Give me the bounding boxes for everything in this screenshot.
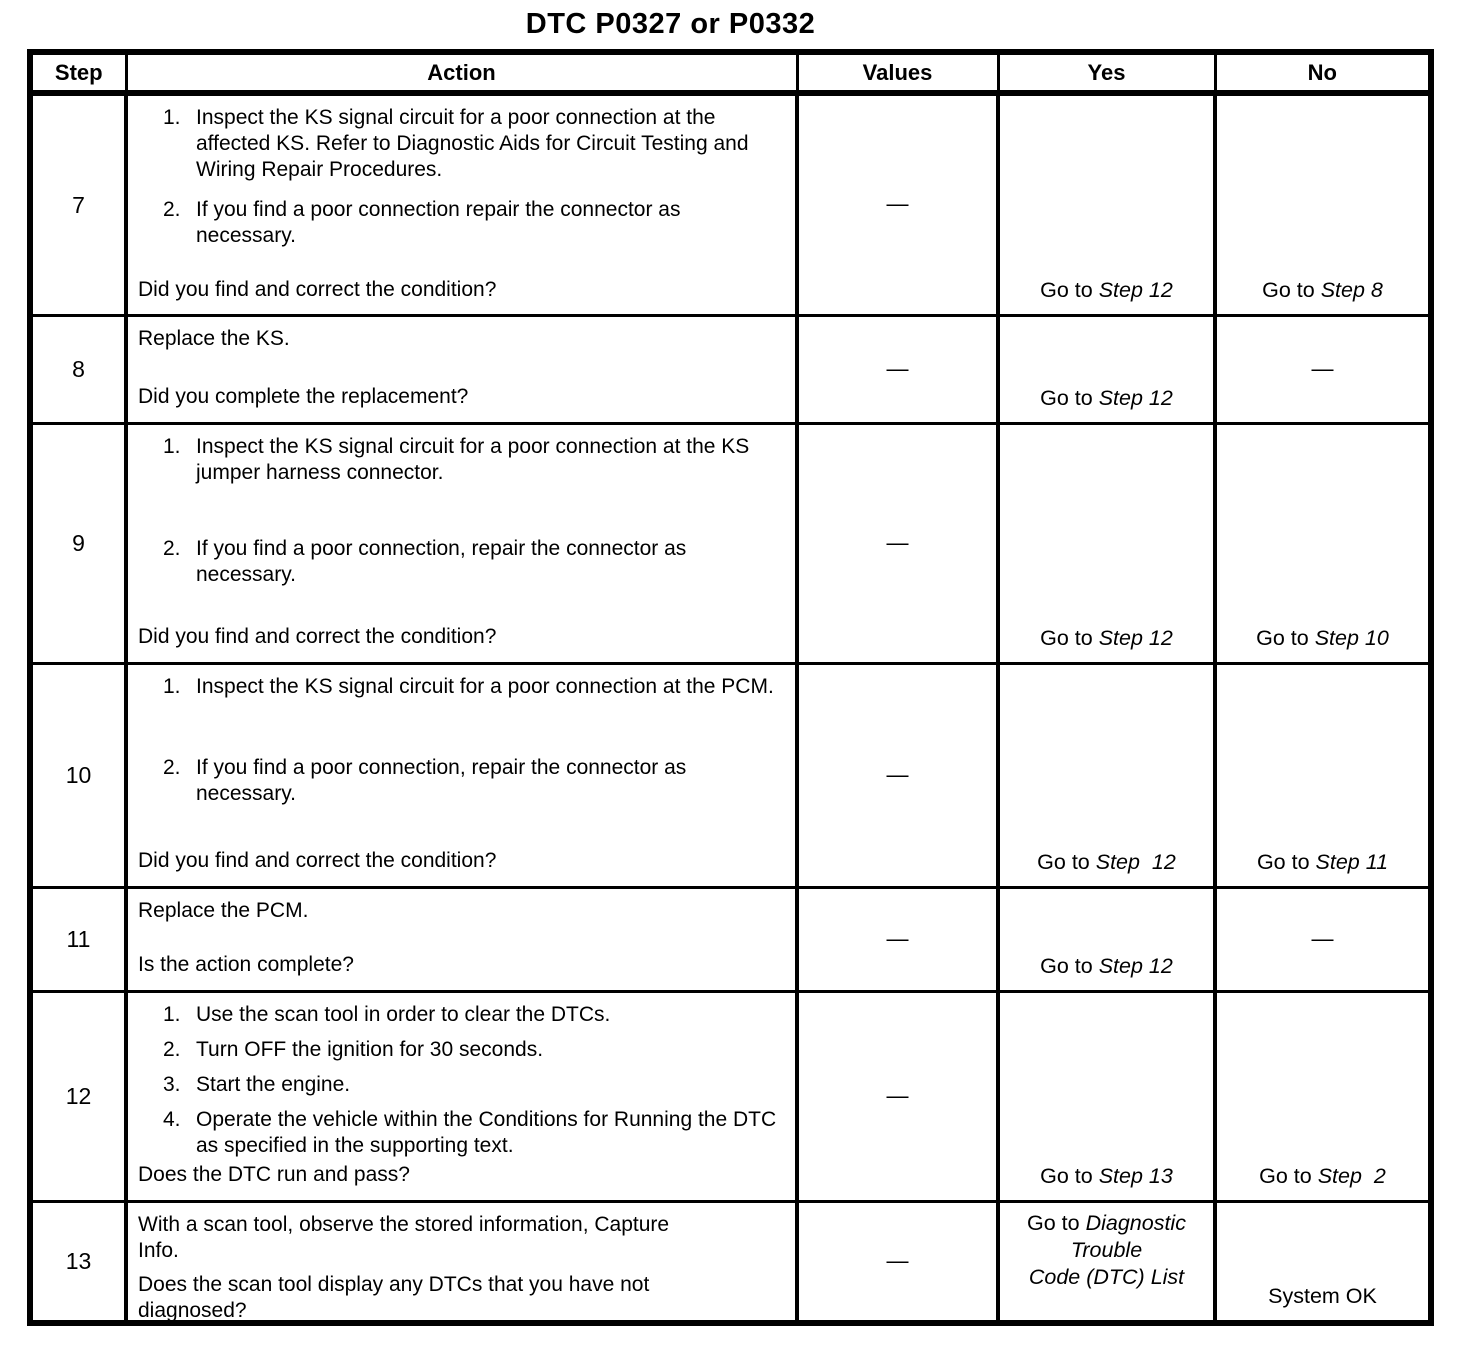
goto-text: Go to <box>1040 625 1099 650</box>
item-number: 3. <box>163 1072 181 1096</box>
em-dash: — <box>1311 926 1334 951</box>
em-dash: — <box>886 355 909 381</box>
em-dash: — <box>886 529 909 555</box>
values-cell <box>797 991 998 1201</box>
action-cell <box>126 1201 797 1323</box>
goto-text: Go to <box>1040 277 1099 302</box>
item-number: 4. <box>163 1107 181 1131</box>
header-no: No <box>1215 52 1431 93</box>
action-question: Did you find and correct the condition? <box>138 624 497 648</box>
no-cell <box>1215 887 1431 991</box>
yes-cell <box>998 423 1215 663</box>
values-cell <box>797 1201 998 1323</box>
item-text: If you find a poor connection, repair the connector as necessary. <box>196 755 687 805</box>
values-cell <box>797 315 998 423</box>
action-item <box>163 1002 789 1028</box>
step-cell: 9 <box>30 423 126 663</box>
table-row-step-11 <box>30 887 1431 991</box>
action-cell <box>126 991 797 1201</box>
goto-ref: Trouble <box>1070 1237 1143 1262</box>
action-question: Does the DTC run and pass? <box>138 1162 410 1186</box>
goto-ref: Step 12 <box>1098 625 1173 650</box>
action-question: Did you complete the replacement? <box>138 384 469 408</box>
page-title: DTC P0327 or P0332 <box>525 8 816 40</box>
step-cell: 10 <box>30 663 126 887</box>
item-number: 2. <box>163 198 181 221</box>
yes-cell <box>998 315 1215 423</box>
action-question: Is the action complete? <box>138 952 354 976</box>
no-cell <box>1215 93 1431 315</box>
goto-text: Go to <box>1040 953 1099 978</box>
em-dash: — <box>886 761 909 787</box>
action-item <box>163 434 789 486</box>
table-row-step-9 <box>30 423 1431 663</box>
table-row-step-7 <box>30 93 1431 315</box>
item-text: Operate the vehicle within the Conditions for Running the DTC as specified in the supporting text. <box>196 1107 777 1157</box>
item-text: Use the scan tool in order to clear the DTCs. <box>196 1002 611 1026</box>
system-ok-text: System OK <box>1268 1284 1377 1308</box>
item-text: If you find a poor connection repair the connector as necessary. <box>196 198 681 247</box>
action-item <box>163 1107 789 1159</box>
no-cell <box>1215 423 1431 663</box>
yes-cell <box>998 1201 1215 1323</box>
item-number: 1. <box>163 674 181 698</box>
step-cell: 13 <box>30 1201 126 1323</box>
item-number: 1. <box>163 106 181 129</box>
action-item <box>163 674 789 700</box>
item-number: 1. <box>163 1002 181 1026</box>
yes-cell <box>998 93 1215 315</box>
no-cell <box>1215 1201 1431 1323</box>
yes-cell <box>998 887 1215 991</box>
goto-ref: Step 8 <box>1320 277 1383 302</box>
action-cell <box>126 93 797 315</box>
values-cell <box>797 663 998 887</box>
yes-cell <box>998 991 1215 1201</box>
table-row-step-10 <box>30 663 1431 887</box>
goto-ref: Step 12 <box>1098 277 1173 302</box>
action-cell <box>126 887 797 991</box>
goto-text: Go to <box>1040 385 1099 410</box>
item-text: If you find a poor connection, repair the connector as necessary. <box>196 536 687 586</box>
item-number: 2. <box>163 1037 181 1061</box>
em-dash: — <box>886 925 909 951</box>
item-text: Start the engine. <box>196 1072 351 1096</box>
action-statement: With a scan tool, observe the stored information, Capture Info. <box>138 1212 670 1262</box>
item-number: 1. <box>163 434 181 458</box>
goto-ref: Step 10 <box>1314 625 1389 650</box>
goto-line <box>1004 1237 1209 1264</box>
item-text: Turn OFF the ignition for 30 seconds. <box>196 1037 544 1061</box>
header-values: Values <box>797 52 998 93</box>
goto-ref: Code (DTC) List <box>1028 1264 1185 1289</box>
goto-ref: Step 13 <box>1098 1163 1173 1188</box>
header-row <box>30 52 1431 93</box>
item-text: Inspect the KS signal circuit for a poor connection at the affected KS. Refer to Diagnostic Aids for Circuit Testing and Wiring Repair Procedures. <box>196 106 749 181</box>
item-text: Inspect the KS signal circuit for a poor connection at the PCM. <box>196 674 774 698</box>
header-step: Step <box>30 52 126 93</box>
goto-ref: Step 12 <box>1098 953 1173 978</box>
values-cell <box>797 423 998 663</box>
em-dash: — <box>1311 356 1334 381</box>
action-item <box>163 536 789 588</box>
table-row-step-8 <box>30 315 1431 423</box>
goto-line <box>1004 1210 1209 1237</box>
action-item <box>163 197 789 249</box>
em-dash: — <box>886 1082 909 1108</box>
goto-ref: Diagnostic <box>1085 1210 1186 1235</box>
action-cell <box>126 423 797 663</box>
goto-text: Go to <box>1259 1163 1318 1188</box>
step-cell: 12 <box>30 991 126 1201</box>
em-dash: — <box>886 1247 909 1273</box>
header-action: Action <box>126 52 797 93</box>
item-number: 2. <box>163 755 181 779</box>
goto-text: Go to <box>1256 625 1315 650</box>
table-row-step-13 <box>30 1201 1431 1323</box>
step-cell: 11 <box>30 887 126 991</box>
action-cell <box>126 663 797 887</box>
step-cell: 8 <box>30 315 126 423</box>
goto-text: Go to <box>1262 277 1321 302</box>
header-yes: Yes <box>998 52 1215 93</box>
no-cell <box>1215 663 1431 887</box>
step-cell: 7 <box>30 93 126 315</box>
no-cell <box>1215 991 1431 1201</box>
diagnostic-table <box>27 49 1434 1326</box>
action-item <box>163 1037 789 1063</box>
yes-cell <box>998 663 1215 887</box>
goto-text: Go to <box>1027 1210 1086 1235</box>
table-row-step-12 <box>30 991 1431 1201</box>
goto-ref: Step 12 <box>1095 849 1176 874</box>
goto-text: Go to <box>1040 1163 1099 1188</box>
no-cell <box>1215 315 1431 423</box>
values-cell <box>797 93 998 315</box>
action-statement: Replace the KS. <box>138 326 290 350</box>
goto-line <box>1004 1264 1209 1291</box>
em-dash: — <box>886 191 909 217</box>
item-text: Inspect the KS signal circuit for a poor connection at the KS jumper harness connector. <box>196 434 750 484</box>
goto-ref: Step 12 <box>1098 385 1173 410</box>
goto-text: Go to <box>1256 849 1316 874</box>
action-question: Does the scan tool display any DTCs that you have not diagnosed? <box>138 1272 650 1322</box>
action-question: Did you find and correct the condition? <box>138 278 497 301</box>
action-statement: Replace the PCM. <box>138 898 309 922</box>
action-question: Did you find and correct the condition? <box>138 848 497 872</box>
item-number: 2. <box>163 536 181 560</box>
values-cell <box>797 887 998 991</box>
action-item <box>163 105 789 183</box>
goto-ref: Step 11 <box>1315 849 1389 874</box>
goto-ref: Step 2 <box>1317 1163 1386 1188</box>
action-cell <box>126 315 797 423</box>
action-item <box>163 1072 789 1098</box>
action-item <box>163 755 789 807</box>
goto-text: Go to <box>1037 849 1096 874</box>
